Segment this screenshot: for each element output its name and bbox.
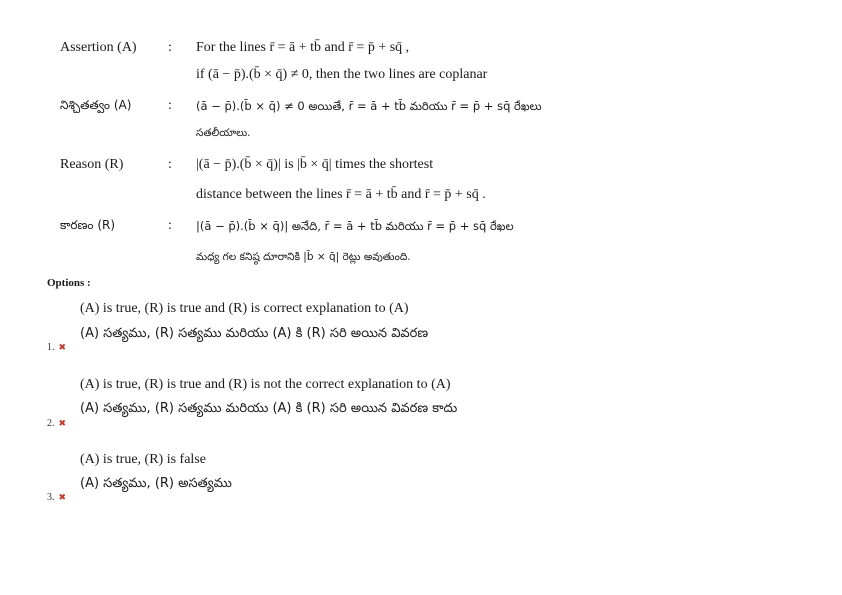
reason-colon: :: [168, 157, 172, 172]
wrong-mark-icon: ✖: [58, 343, 67, 353]
reason-te-colon: :: [168, 218, 172, 233]
option-1-number: 1.: [47, 342, 55, 353]
assertion-colon: :: [168, 40, 172, 55]
option-1-number-row: [47, 342, 66, 353]
assertion-line-1: For the lines r̄ = ā + tb̄ and r̄ = p̄ + sq̄ ,: [196, 40, 410, 55]
reason-te-label: కారణం (R): [60, 218, 116, 232]
option-2-number: 2.: [47, 418, 55, 429]
option-2-text-en: (A) is true, (R) is true and (R) is not the correct explanation to (A): [80, 377, 451, 392]
option-2-number-row: [47, 418, 66, 429]
option-3-text-te: (A) సత్యము, (R) అసత్యము: [80, 476, 232, 491]
wrong-mark-icon: ✖: [58, 493, 67, 503]
wrong-mark-icon: ✖: [58, 419, 67, 429]
assertion-line-2: if (ā − p̄).(b̄ × q̄) ≠ 0, then the two lines are coplanar: [196, 67, 488, 82]
reason-te-line-1: |(ā − p̄).(b̄ × q̄)| అనేది, r̄ = ā + tb̄ మరియు r̄ = p̄ + sq̄ రేఖల: [196, 219, 514, 233]
option-1-text-en: (A) is true, (R) is true and (R) is correct explanation to (A): [80, 301, 409, 316]
option-3-number-row: [47, 492, 66, 503]
assertion-te-line-2: సతలీయాలు.: [196, 127, 251, 139]
reason-line-2: distance between the lines r̄ = ā + tb̄ and r̄ = p̄ + sq̄ .: [196, 187, 486, 202]
assertion-label: Assertion (A): [60, 40, 137, 55]
assertion-te-label: నిశ్చితత్వం (A): [60, 98, 132, 112]
reason-line-1: |(ā − p̄).(b̄ × q̄)| is |b̄ × q̄| times the shortest: [196, 157, 434, 172]
assertion-te-line-1: (ā − p̄).(b̄ × q̄) ≠ 0 అయితే, r̄ = ā + tb̄ మరియు r̄ = p̄ + sq̄ రేఖలు: [196, 99, 542, 113]
assertion-te-colon: :: [168, 98, 172, 113]
option-2-text-te: (A) సత్యము, (R) సత్యము మరియు (A) కి (R) సరి అయిన వివరణ కాదు: [80, 401, 458, 416]
options-title: Options :: [47, 277, 91, 289]
option-1-text-te: (A) సత్యము, (R) సత్యము మరియు (A) కి (R) సరి అయిన వివరణ: [80, 326, 429, 341]
reason-label: Reason (R): [60, 157, 124, 172]
option-3-number: 3.: [47, 492, 55, 503]
option-3-text-en: (A) is true, (R) is false: [80, 452, 206, 467]
reason-te-line-2: మధ్య గల కనిష్ఠ దూరానికి |b̄ × q̄| రెట్లు అవుతుంది.: [196, 251, 411, 263]
